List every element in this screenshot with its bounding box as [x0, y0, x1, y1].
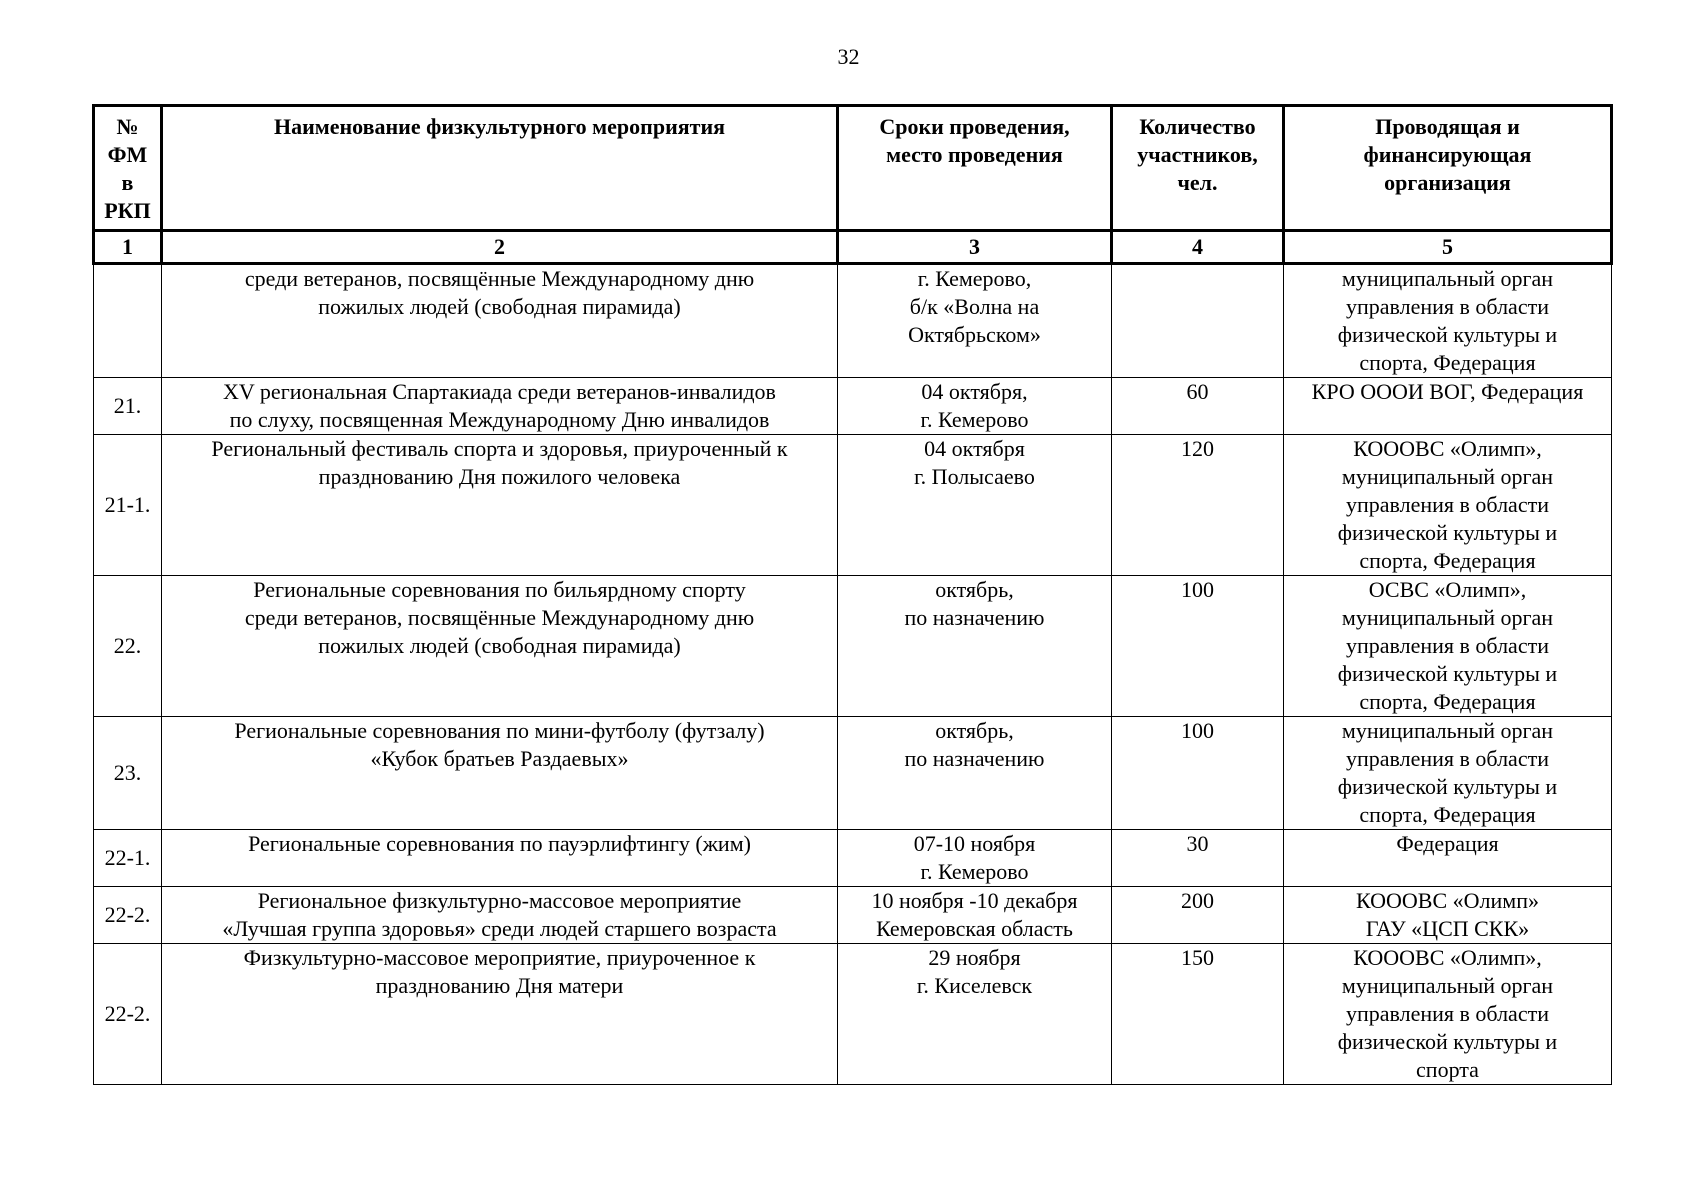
organization-line: управления в области: [1346, 633, 1549, 658]
event-date-place-cell: [838, 717, 1112, 830]
organization-line: спорта, Федерация: [1359, 548, 1536, 573]
table-row: [94, 576, 1612, 717]
event-name-cell: [162, 944, 838, 1085]
event-name-line: среди ветеранов, посвящённые Международному дню: [244, 605, 755, 630]
event-date-place-cell: [838, 435, 1112, 576]
event-name-line: XV региональная Спартакиада среди ветеранов-инвалидов: [223, 379, 776, 404]
organization-cell: [1284, 717, 1612, 830]
organization-line: физической культуры и: [1337, 520, 1558, 545]
event-name-cell: [162, 887, 838, 944]
organization-line: муниципальный орган: [1341, 266, 1554, 291]
column-index: 3: [838, 231, 1112, 264]
organization-line: муниципальный орган: [1341, 718, 1554, 743]
organization-line: физической культуры и: [1337, 322, 1558, 347]
column-index: 2: [162, 231, 838, 264]
participants-count-cell: 150: [1112, 944, 1284, 1085]
header-label-line: место проведения: [886, 142, 1063, 167]
event-date-place-cell: [838, 887, 1112, 944]
event-name-line: Региональные соревнования по мини-футболу (футзалу): [234, 718, 765, 743]
organization-line: физической культуры и: [1337, 661, 1558, 686]
row-number-cell: 21.: [94, 378, 162, 435]
organization-line: КОООВС «Олимп»,: [1353, 436, 1542, 461]
participants-count-cell: 60: [1112, 378, 1284, 435]
event-name-line: Региональное физкультурно-массовое мероприятие: [257, 888, 742, 913]
organization-line: спорта, Федерация: [1359, 350, 1536, 375]
table-body: [94, 264, 1612, 1085]
event-name-line: по слуху, посвященная Международному Дню инвалидов: [229, 407, 770, 432]
event-name-line: пожилых людей (свободная пирамида): [318, 294, 681, 319]
header-cell-organization: [1284, 106, 1612, 231]
organization-line: физической культуры и: [1337, 774, 1558, 799]
event-date-line: Кемеровская область: [876, 916, 1073, 941]
organization-line: ГАУ «ЦСП СКК»: [1365, 916, 1530, 941]
organization-line: спорта: [1416, 1057, 1479, 1082]
table-row: [94, 378, 1612, 435]
table-row: [94, 717, 1612, 830]
header-row: [94, 106, 1612, 231]
table-row: [94, 944, 1612, 1085]
organization-cell: [1284, 264, 1612, 378]
organization-line: КРО ОООИ ВОГ, Федерация: [1311, 379, 1584, 404]
header-label-line: Количество: [1139, 114, 1256, 139]
header-cell-dates: [838, 106, 1112, 231]
table-row: [94, 435, 1612, 576]
events-table: [92, 104, 1613, 1085]
participants-count-cell: 100: [1112, 576, 1284, 717]
event-name-cell: [162, 576, 838, 717]
event-name-cell: [162, 378, 838, 435]
header-label-line: Проводящая и: [1375, 114, 1520, 139]
event-name-line: празднованию Дня матери: [375, 973, 624, 998]
event-date-line: Октябрьском»: [908, 322, 1041, 347]
organization-cell: [1284, 435, 1612, 576]
organization-line: КОООВС «Олимп»: [1356, 888, 1539, 913]
event-name-line: празднованию Дня пожилого человека: [318, 464, 681, 489]
column-index: 1: [94, 231, 162, 264]
participants-count-cell: 200: [1112, 887, 1284, 944]
event-date-line: по назначению: [904, 605, 1045, 630]
event-date-place-cell: [838, 378, 1112, 435]
event-date-line: 04 октября,: [921, 379, 1028, 404]
event-date-line: 29 ноября: [928, 945, 1021, 970]
participants-count-cell: 120: [1112, 435, 1284, 576]
event-date-place-cell: [838, 264, 1112, 378]
table-row: [94, 264, 1612, 378]
organization-cell: [1284, 944, 1612, 1085]
header-label-line: участников,: [1137, 142, 1258, 167]
organization-line: Федерация: [1396, 831, 1499, 856]
organization-line: управления в области: [1346, 746, 1549, 771]
event-name-line: «Кубок братьев Раздаевых»: [370, 746, 629, 771]
organization-line: муниципальный орган: [1341, 464, 1554, 489]
table-row: [94, 887, 1612, 944]
table-row: [94, 830, 1612, 887]
header-cell-number: [94, 106, 162, 231]
row-number-cell: 22-2.: [94, 944, 162, 1085]
column-index: 4: [1112, 231, 1284, 264]
organization-line: управления в области: [1346, 294, 1549, 319]
row-number-cell: 23.: [94, 717, 162, 830]
header-label-line: финансирующая: [1363, 142, 1532, 167]
event-date-line: б/к «Волна на: [909, 294, 1040, 319]
header-cell-participants: [1112, 106, 1284, 231]
participants-count-cell: 100: [1112, 717, 1284, 830]
header-label-line: Сроки проведения,: [879, 114, 1070, 139]
column-index: 5: [1284, 231, 1612, 264]
header-label-line: Наименование физкультурного мероприятия: [273, 114, 726, 139]
header-label-line: организация: [1384, 170, 1511, 195]
row-number-cell: 22.: [94, 576, 162, 717]
header-label-line: ФМ: [107, 142, 148, 167]
event-date-line: 04 октября: [924, 436, 1025, 461]
event-date-line: г. Кемерово,: [917, 266, 1032, 291]
event-date-place-cell: [838, 830, 1112, 887]
event-date-line: 10 ноября -10 декабря: [871, 888, 1078, 913]
organization-cell: [1284, 378, 1612, 435]
organization-line: управления в области: [1346, 1001, 1549, 1026]
organization-line: управления в области: [1346, 492, 1549, 517]
participants-count-cell: 30: [1112, 830, 1284, 887]
organization-cell: [1284, 576, 1612, 717]
organization-line: спорта, Федерация: [1359, 802, 1536, 827]
event-name-line: Физкультурно-массовое мероприятие, приуроченное к: [243, 945, 756, 970]
event-name-line: Региональные соревнования по пауэрлифтингу (жим): [248, 831, 751, 856]
participants-count-cell: [1112, 264, 1284, 378]
row-number-cell: 22-1.: [94, 830, 162, 887]
header-label-line: РКП: [104, 198, 151, 223]
event-name-line: «Лучшая группа здоровья» среди людей старшего возраста: [222, 916, 777, 941]
event-date-line: г. Кемерово: [920, 407, 1029, 432]
event-date-place-cell: [838, 576, 1112, 717]
event-name-line: пожилых людей (свободная пирамида): [318, 633, 681, 658]
row-number-cell: 22-2.: [94, 887, 162, 944]
event-date-line: г. Полысаево: [914, 464, 1035, 489]
organization-line: муниципальный орган: [1341, 605, 1554, 630]
event-date-place-cell: [838, 944, 1112, 1085]
organization-cell: [1284, 887, 1612, 944]
event-name-line: Региональные соревнования по бильярдному спорту: [253, 577, 746, 602]
event-date-line: г. Кемерово: [920, 859, 1029, 884]
event-date-line: 07-10 ноября: [913, 831, 1036, 856]
organization-line: муниципальный орган: [1341, 973, 1554, 998]
column-index-row: [94, 231, 1612, 264]
event-date-line: октябрь,: [935, 718, 1014, 743]
organization-line: спорта, Федерация: [1359, 689, 1536, 714]
organization-line: физической культуры и: [1337, 1029, 1558, 1054]
organization-line: КОООВС «Олимп»,: [1353, 945, 1542, 970]
row-number-cell: [94, 264, 162, 378]
event-name-line: среди ветеранов, посвящённые Международному дню: [244, 266, 755, 291]
row-number-cell: 21-1.: [94, 435, 162, 576]
page-number: 32: [837, 44, 860, 69]
event-name-cell: [162, 830, 838, 887]
event-name-line: Региональный фестиваль спорта и здоровья, приуроченный к: [211, 436, 788, 461]
header-cell-name: [162, 106, 838, 231]
organization-line: ОСВС «Олимп»,: [1368, 577, 1527, 602]
event-name-cell: [162, 264, 838, 378]
header-label-line: в: [121, 170, 134, 195]
event-date-line: по назначению: [904, 746, 1045, 771]
event-name-cell: [162, 717, 838, 830]
event-date-line: октябрь,: [935, 577, 1014, 602]
organization-cell: [1284, 830, 1612, 887]
header-label-line: чел.: [1177, 170, 1218, 195]
event-name-cell: [162, 435, 838, 576]
header-label-line: №: [116, 114, 139, 139]
event-date-line: г. Киселевск: [916, 973, 1033, 998]
